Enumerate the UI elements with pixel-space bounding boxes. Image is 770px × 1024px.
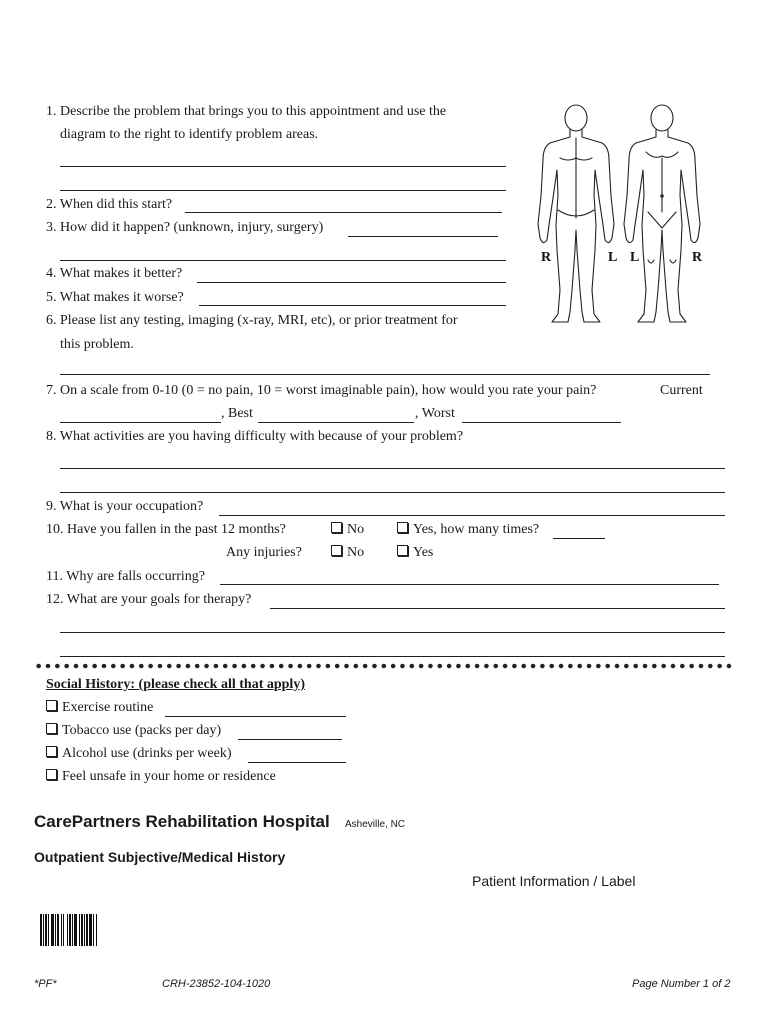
question-12-text: 12. What are your goals for therapy? (46, 592, 252, 607)
question-8-text: 8. What activities are you having difficulty with because of your problem? (46, 429, 464, 444)
pain-current-label: Current (660, 383, 703, 398)
question-3-answer-line[interactable] (60, 260, 506, 261)
question-11-text: 11. Why are falls occurring? (46, 569, 205, 584)
tobacco-answer-line[interactable] (238, 739, 342, 740)
patient-label-area[interactable]: Patient Information / Label (472, 873, 636, 889)
social-alcohol-option[interactable]: Alcohol use (drinks per week) (46, 746, 232, 762)
fallen-no-option[interactable]: No (331, 522, 364, 538)
question-5-answer-line[interactable] (199, 305, 506, 306)
social-history-heading: Social History: (please check all that apply) (46, 677, 305, 692)
fallen-yes-option[interactable]: Yes, how many times? (397, 522, 539, 538)
checkbox-icon[interactable] (46, 723, 57, 734)
question-6-answer-line[interactable] (60, 374, 710, 375)
alcohol-answer-line[interactable] (248, 762, 346, 763)
social-tobacco-option[interactable]: Tobacco use (packs per day) (46, 723, 221, 739)
question-11-answer-line[interactable] (220, 584, 719, 585)
injuries-no-option[interactable]: No (331, 545, 364, 561)
injuries-question-text: Any injuries? (226, 545, 302, 560)
pain-worst-label: , Worst (415, 406, 455, 421)
page-number: Page Number 1 of 2 (632, 978, 731, 990)
hospital-location: Asheville, NC (345, 819, 406, 830)
question-1-answer-line[interactable] (60, 166, 506, 167)
question-2-text: 2. When did this start? (46, 197, 173, 212)
question-4-text: 4. What makes it better? (46, 266, 183, 281)
hospital-name: CarePartners Rehabilitation Hospital (34, 812, 330, 831)
fall-count-line[interactable] (553, 538, 605, 539)
pain-worst-line[interactable] (462, 422, 621, 423)
question-5-text: 5. What makes it worse? (46, 290, 184, 305)
dotted-divider (34, 661, 734, 671)
question-9-text: 9. What is your occupation? (46, 499, 204, 514)
body-front-view-icon (624, 105, 700, 322)
checkbox-icon[interactable] (46, 700, 57, 711)
barcode-icon (40, 914, 136, 946)
question-6-text-cont: this problem. (60, 337, 134, 352)
form-code: CRH-23852-104-1020 (162, 978, 271, 990)
social-unsafe-option[interactable]: Feel unsafe in your home or residence (46, 769, 276, 785)
question-2-answer-line[interactable] (185, 212, 502, 213)
checkbox-icon[interactable] (331, 545, 342, 556)
question-8-answer-line[interactable] (60, 492, 725, 493)
question-6-text: 6. Please list any testing, imaging (x-ray, MRI, etc), or prior treatment for (46, 313, 458, 328)
form-title: Outpatient Subjective/Medical History (34, 849, 286, 865)
question-9-answer-line[interactable] (219, 515, 725, 516)
checkbox-icon[interactable] (397, 522, 408, 533)
question-10-text: 10. Have you fallen in the past 12 months? (46, 522, 286, 537)
question-7-text: 7. On a scale from 0-10 (0 = no pain, 10 = worst imaginable pain), how would you rate your pain? (46, 383, 597, 398)
question-4-answer-line[interactable] (197, 282, 506, 283)
checkbox-icon[interactable] (397, 545, 408, 556)
body-diagram[interactable] (530, 100, 725, 332)
exercise-answer-line[interactable] (165, 716, 346, 717)
pain-best-label: , Best (221, 406, 253, 421)
pain-current-line[interactable] (60, 422, 221, 423)
question-1-text-cont: diagram to the right to identify problem areas. (60, 127, 319, 142)
question-1-answer-line[interactable] (60, 190, 506, 191)
social-exercise-option[interactable]: Exercise routine (46, 700, 153, 716)
checkbox-icon[interactable] (46, 769, 57, 780)
pf-code: *PF* (34, 978, 57, 990)
pain-best-line[interactable] (258, 422, 414, 423)
question-8-answer-line[interactable] (60, 468, 725, 469)
checkbox-icon[interactable] (331, 522, 342, 533)
body-back-left-label: L (608, 250, 618, 265)
question-12-answer-line[interactable] (270, 608, 725, 609)
question-12-answer-line[interactable] (60, 632, 725, 633)
body-front-left-label: L (630, 250, 640, 265)
question-1-text: 1. Describe the problem that brings you to this appointment and use the (46, 104, 447, 119)
body-front-right-label: R (692, 250, 703, 265)
body-back-view-icon (538, 105, 614, 322)
body-back-right-label: R (541, 250, 552, 265)
injuries-yes-option[interactable]: Yes (397, 545, 433, 561)
question-3-text: 3. How did it happen? (unknown, injury, surgery) (46, 220, 324, 235)
checkbox-icon[interactable] (46, 746, 57, 757)
question-12-answer-line[interactable] (60, 656, 725, 657)
question-3-answer-line[interactable] (348, 236, 498, 237)
